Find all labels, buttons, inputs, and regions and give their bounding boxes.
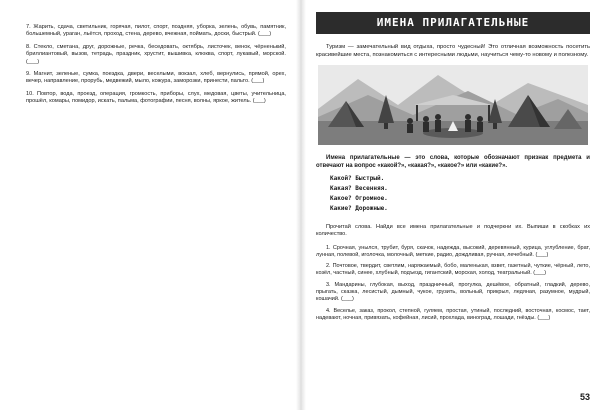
exercise-3: 3. Мандарины, глубокая, выход, праздничный, прогулка, дешёвое, обратный, гладкий, дерево, прыгать, сказка, лесистый, дымный, чукое, грузить, вольный, прикрыл, ледяная, разумное, мудрый, кошачий. (___) (316, 281, 590, 303)
exercise-8: 8. Стекло, сметана, друг, дорожные, речка, беседовать, октябрь, листочек, венок, чёрненький, бриллиантовый, вызов, тетрадь, праздник, хрустит, вышивка, клюква, спорт, лукавый, морской. (___) (26, 43, 286, 65)
question-plural: Какие? Дорожные. (330, 204, 388, 212)
rule-definition: Имена прилагательные — это слова, которые обозначают признак предмета и отвечают на вопрос «какой?», «какая?», «какое?» или «какие?». (316, 155, 590, 169)
exercise-7: 7. Жарить, сдача, светильник, горячая, пилот, спорт, поздняя, уборка, зелень, обувь, памятник, большемный, ураган, льётся, проход, стена, дерево, вчежная, поймать, доски, быстрый. (___) (26, 24, 286, 38)
exercise-4: 4. Веселье, заказ, прокол, степной, гуляем, простая, утиный, последний, восточная, космос, тает, надевают, ночная, привязать, кофейная, лисий, прохлада, виноград, лошади, гнёзды. (___) (316, 307, 590, 321)
page-number: 53 (579, 392, 590, 402)
exercise-10: 10. Повтор, вода, проезд, операция, громкость, приборы, слух, медовая, цветы, учительница, прошёл, комары, помидор, искать, пальма, фотографии, песня, волны, яркое, житель. (___) (26, 90, 286, 105)
question-neuter: Какое? Огромное. (330, 194, 388, 202)
question-list (316, 174, 590, 214)
left-page (0, 0, 300, 410)
section-title: ИМЕНА ПРИЛАГАТЕЛЬНЫЕ (316, 12, 590, 34)
camping-illustration (318, 65, 588, 145)
exercise-9: 9. Магнит, зеленые, сумка, поездка, двери, веселыми, вокзал, хлеб, вернулись, прямой, орех, вечер, направление, прорубь, медвежий, мыло, кожура, заморозки, принести, пальто. (___) (26, 71, 286, 85)
question-feminine: Какая? Весенняя. (330, 184, 388, 192)
intro-text: Туризм — замечательный вид отдыха, просто чудесный! Это отличная возможность посетить красивейшие места, познакомиться с интересными людьми, научиться чему-то новому и полезному. (316, 44, 590, 58)
exercise-1: 1. Срочная, унылся, трубит, буря, скачок, надежда, высокий, деревянный, курица, углубление, брат, лунная, полевой, иголочка, молочный, меткие, радио, дождливая, ручная, лечебный. (___) (316, 244, 590, 258)
right-page (300, 0, 608, 410)
question-masculine: Какой? Быстрый. (330, 174, 385, 182)
exercise-2: 2. Почтовое, твердит, светлим, наряжаемый, бобо, маленькая, взвет, газетный, чуткие, чёрный, лето, козёл, частный, синее, хлубный, подъезд, гигантский, морская, холод, театральный. (___) (316, 263, 590, 277)
task-instructions: Прочитай слова. Найди все имена прилагательные и подчеркни их. Выпиши в скобках их количество. (316, 223, 590, 238)
